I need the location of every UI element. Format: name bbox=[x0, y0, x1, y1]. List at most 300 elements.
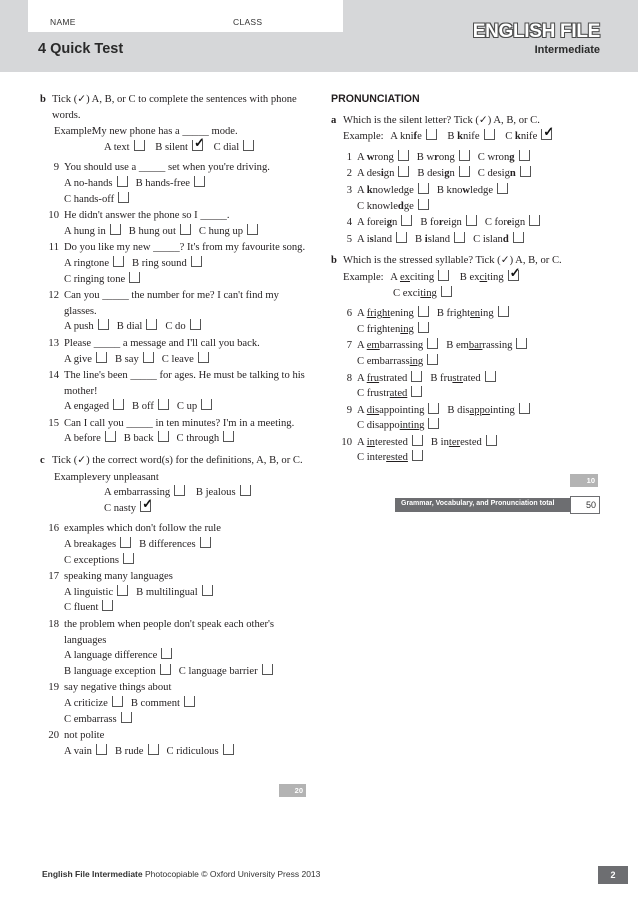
checkbox[interactable] bbox=[98, 319, 109, 330]
right-column bbox=[331, 92, 606, 467]
option-label: B hands-free bbox=[135, 177, 190, 189]
pronunciation-item bbox=[331, 215, 606, 231]
checkbox[interactable] bbox=[466, 215, 477, 226]
checkbox[interactable] bbox=[110, 224, 121, 235]
answer-option[interactable]: C embarrassing bbox=[357, 354, 598, 370]
checkbox[interactable] bbox=[134, 140, 145, 151]
answer-options bbox=[64, 352, 310, 368]
checkbox[interactable] bbox=[113, 256, 124, 267]
question-number: 17 bbox=[48, 571, 59, 583]
pron-b-example: Example: A exciting B exciting✓ C exciting bbox=[331, 270, 606, 301]
answer-option[interactable] bbox=[139, 537, 211, 553]
answer-option[interactable]: A knowledge bbox=[357, 183, 429, 199]
checkbox[interactable] bbox=[513, 232, 524, 243]
pronunciation-item bbox=[331, 166, 606, 182]
answer-options bbox=[64, 224, 310, 240]
question-number: 3 bbox=[346, 184, 352, 196]
answer-option[interactable] bbox=[64, 537, 131, 553]
checkbox[interactable] bbox=[411, 371, 422, 382]
answer-option[interactable] bbox=[64, 319, 109, 335]
answer-option[interactable] bbox=[64, 744, 107, 760]
answer-option[interactable] bbox=[136, 585, 213, 601]
option-label: A no-hands bbox=[64, 177, 113, 189]
answer-option[interactable] bbox=[129, 224, 191, 240]
checkbox[interactable] bbox=[240, 485, 251, 496]
answer-option[interactable]: A frightening bbox=[357, 306, 429, 322]
answer-option[interactable] bbox=[64, 712, 302, 728]
option-label: B say bbox=[114, 353, 139, 365]
checkbox[interactable] bbox=[190, 319, 201, 330]
section-b-example: Example: My new phone has a _____ mode. A text B silent✓ C dial bbox=[40, 124, 310, 155]
pron-b-instruction: b Which is the stressed syllable? Tick (✓) A, B, or C. bbox=[331, 255, 562, 267]
checkbox-ticked[interactable] bbox=[541, 129, 552, 140]
class-label: CLASS bbox=[233, 17, 263, 27]
checkbox[interactable] bbox=[113, 399, 124, 410]
checkbox[interactable] bbox=[412, 435, 423, 446]
option-label: A before bbox=[64, 433, 101, 445]
answer-option[interactable]: B knowledge bbox=[437, 183, 508, 199]
answer-options bbox=[64, 399, 310, 415]
page-header bbox=[0, 0, 638, 72]
checkbox[interactable] bbox=[191, 256, 202, 267]
option-word: embarrassing bbox=[366, 355, 424, 367]
question-prompt: Please _____ a message and I'll call you back. bbox=[64, 337, 260, 349]
checkbox[interactable] bbox=[223, 431, 234, 442]
option-label: B off bbox=[132, 401, 154, 413]
checkbox[interactable] bbox=[519, 150, 530, 161]
option-label: A vain bbox=[64, 745, 92, 757]
option-label: C hands-off bbox=[64, 193, 115, 205]
question-prompt: You should use a _____ set when you're driving. bbox=[64, 162, 270, 174]
option-label: B language exception bbox=[64, 665, 156, 677]
option-word: design bbox=[366, 168, 395, 180]
answer-option[interactable]: C knowledge bbox=[357, 199, 598, 215]
checkbox[interactable] bbox=[161, 648, 172, 659]
checkbox[interactable] bbox=[418, 306, 429, 317]
question-prompt: He didn't answer the phone so I _____. bbox=[64, 210, 230, 222]
checkbox[interactable] bbox=[96, 744, 107, 755]
checkbox[interactable] bbox=[102, 600, 113, 611]
answer-option[interactable]: B frightening bbox=[437, 306, 509, 322]
option-label: B differences bbox=[139, 539, 196, 551]
option-label: C up bbox=[176, 401, 198, 413]
checkbox[interactable] bbox=[418, 183, 429, 194]
answer-option[interactable] bbox=[177, 431, 235, 447]
checkbox[interactable] bbox=[105, 431, 116, 442]
checkbox[interactable] bbox=[247, 224, 258, 235]
checkbox[interactable] bbox=[427, 338, 438, 349]
option-label: C do bbox=[165, 321, 186, 333]
question-item bbox=[40, 569, 310, 616]
answer-option[interactable] bbox=[179, 664, 273, 680]
footer bbox=[42, 869, 320, 879]
footer-copyright: Photocopiable © Oxford University Press 2013 bbox=[144, 869, 321, 879]
checkbox[interactable] bbox=[459, 150, 470, 161]
checkbox[interactable] bbox=[497, 183, 508, 194]
checkbox[interactable] bbox=[486, 435, 497, 446]
answer-option[interactable] bbox=[199, 224, 258, 240]
option-word: interested bbox=[366, 452, 408, 464]
total-label: Grammar, Vocabulary, and Pronunciation total bbox=[401, 500, 555, 507]
answer-option[interactable] bbox=[132, 256, 202, 272]
checkbox[interactable] bbox=[411, 386, 422, 397]
answer-option[interactable] bbox=[131, 696, 195, 712]
checkbox[interactable] bbox=[454, 232, 465, 243]
option-word: frightening bbox=[366, 323, 414, 335]
question-prompt: Can you _____ the number for me? I can't find my glasses. bbox=[64, 290, 279, 317]
option-word: embarrassing bbox=[366, 340, 424, 352]
pron-a-items bbox=[331, 150, 606, 248]
checkbox[interactable] bbox=[438, 270, 449, 281]
question-number: 1 bbox=[346, 151, 352, 163]
option-label: B multilingual bbox=[136, 586, 198, 598]
answer-options bbox=[64, 696, 310, 727]
option-label: B hung out bbox=[128, 225, 176, 237]
section-c-score: 20 bbox=[279, 784, 306, 797]
option-word: island bbox=[482, 233, 509, 245]
option-word: disappointing bbox=[366, 420, 425, 432]
option-label: A criticize bbox=[64, 697, 108, 709]
checkbox[interactable] bbox=[459, 166, 470, 177]
answer-option[interactable] bbox=[165, 319, 200, 335]
checkbox[interactable] bbox=[262, 664, 273, 675]
checkbox[interactable] bbox=[117, 176, 128, 187]
answer-option[interactable] bbox=[64, 352, 107, 368]
name-label: NAME bbox=[50, 17, 76, 27]
answer-option[interactable]: A interested bbox=[357, 435, 423, 451]
option-word: island bbox=[366, 233, 393, 245]
option-word: disappointing bbox=[366, 404, 425, 416]
option-word: knowledge bbox=[366, 200, 414, 212]
pronunciation-heading: PRONUNCIATION bbox=[331, 93, 420, 105]
checkbox[interactable] bbox=[484, 129, 495, 140]
option-label: C ridiculous bbox=[166, 745, 219, 757]
checkbox[interactable] bbox=[96, 352, 107, 363]
pron-a-instruction: a Which is the silent letter? Tick (✓) A, B, or C. bbox=[331, 114, 540, 126]
option-word: wrong bbox=[487, 151, 515, 163]
option-word: frustrated bbox=[440, 372, 481, 384]
checkbox[interactable] bbox=[180, 224, 191, 235]
answer-option[interactable]: B design bbox=[417, 166, 469, 182]
question-number: 20 bbox=[48, 730, 59, 742]
answer-option[interactable]: B frustrated bbox=[430, 371, 495, 387]
answer-option[interactable]: B interested bbox=[431, 435, 497, 451]
answer-option[interactable] bbox=[64, 553, 302, 569]
checkbox[interactable] bbox=[158, 399, 169, 410]
option-word: frustrated bbox=[366, 388, 408, 400]
answer-option[interactable]: A disappointing bbox=[357, 403, 439, 419]
checkbox[interactable] bbox=[118, 192, 129, 203]
option-label: A language difference bbox=[64, 650, 158, 662]
question-prompt: say negative things about bbox=[64, 682, 172, 694]
option-word: design bbox=[487, 168, 516, 180]
section-c-instruction: c Tick (✓) the correct word(s) for the definitions, A, B, or C. bbox=[40, 455, 303, 467]
answer-options bbox=[64, 319, 310, 335]
question-number: 9 bbox=[53, 162, 59, 174]
checkbox[interactable] bbox=[401, 215, 412, 226]
pron-a-example: Example: A knife B knife C knife✓ bbox=[331, 129, 606, 145]
answer-options bbox=[64, 648, 310, 679]
checkbox[interactable] bbox=[398, 166, 409, 177]
section-c-example: Example: very unpleasant A embarrassing B jealous C nasty✓ bbox=[40, 470, 310, 517]
checkbox[interactable] bbox=[398, 150, 409, 161]
answer-option[interactable]: A wrong bbox=[357, 150, 409, 166]
answer-option[interactable]: A foreign bbox=[357, 215, 412, 231]
question-prompt: Do you like my new _____? It's from my favourite song. bbox=[64, 242, 306, 254]
answer-option[interactable] bbox=[64, 664, 171, 680]
answer-option[interactable]: B island bbox=[415, 232, 465, 248]
option-label: C fluent bbox=[64, 602, 99, 614]
question-number: 6 bbox=[346, 308, 352, 320]
footer-book: English File Intermediate bbox=[42, 869, 143, 879]
option-label: A hung in bbox=[64, 225, 106, 237]
option-word: foreign bbox=[430, 217, 462, 229]
answer-option[interactable] bbox=[64, 648, 302, 664]
option-label: B comment bbox=[130, 697, 180, 709]
answer-option[interactable]: A island bbox=[357, 232, 407, 248]
checkbox[interactable] bbox=[200, 537, 211, 548]
answer-option[interactable]: C disappointing bbox=[357, 418, 598, 434]
option-label: C through bbox=[176, 433, 220, 445]
question-number: 9 bbox=[346, 404, 352, 416]
checkbox[interactable] bbox=[396, 232, 407, 243]
answer-option[interactable] bbox=[64, 696, 123, 712]
answer-option[interactable]: C wrong bbox=[478, 150, 530, 166]
answer-option[interactable] bbox=[136, 176, 205, 192]
option-label: B back bbox=[123, 433, 154, 445]
option-label: C leave bbox=[161, 353, 194, 365]
answer-option[interactable]: B disappointing bbox=[447, 403, 529, 419]
checkbox[interactable] bbox=[117, 585, 128, 596]
checkbox[interactable] bbox=[427, 354, 438, 365]
question-item bbox=[40, 336, 310, 367]
answer-option[interactable] bbox=[64, 176, 128, 192]
question-number: 4 bbox=[346, 217, 352, 229]
checkbox[interactable] bbox=[160, 664, 171, 675]
pronunciation-item bbox=[331, 403, 606, 434]
answer-option[interactable] bbox=[162, 352, 209, 368]
checkbox[interactable] bbox=[223, 744, 234, 755]
option-word: interested bbox=[440, 436, 482, 448]
question-item bbox=[40, 521, 310, 568]
checkbox[interactable] bbox=[194, 176, 205, 187]
option-word: embarrassing bbox=[455, 340, 513, 352]
question-prompt: not polite bbox=[64, 730, 105, 742]
pron-b-score: 10 bbox=[570, 474, 598, 487]
option-label: C exceptions bbox=[64, 554, 120, 566]
checkbox[interactable] bbox=[120, 537, 131, 548]
section-b-items bbox=[40, 160, 310, 447]
answer-option[interactable] bbox=[115, 744, 159, 760]
option-word: frightening bbox=[446, 308, 494, 320]
question-item bbox=[40, 680, 310, 727]
answer-option[interactable]: C foreign bbox=[485, 215, 540, 231]
checkbox-ticked[interactable] bbox=[508, 270, 519, 281]
checkbox[interactable] bbox=[123, 553, 134, 564]
answer-options bbox=[64, 537, 310, 568]
answer-option[interactable]: C island bbox=[473, 232, 524, 248]
section-b-instruction: b Tick (✓) A, B, or C to complete the sentences with phone words. bbox=[40, 94, 297, 121]
answer-option[interactable]: B embarrassing bbox=[446, 338, 527, 354]
option-label: C hung up bbox=[198, 225, 244, 237]
pronunciation-item bbox=[331, 150, 606, 166]
name-class-box bbox=[28, 0, 343, 32]
checkbox[interactable] bbox=[148, 744, 159, 755]
checkbox[interactable] bbox=[143, 352, 154, 363]
checkbox[interactable] bbox=[112, 696, 123, 707]
checkbox[interactable] bbox=[441, 286, 452, 297]
checkbox[interactable] bbox=[184, 696, 195, 707]
question-number: 13 bbox=[48, 337, 59, 349]
option-word: foreign bbox=[494, 217, 526, 229]
question-number: 5 bbox=[346, 233, 352, 245]
pronunciation-item bbox=[331, 183, 606, 214]
pronunciation-item bbox=[331, 338, 606, 369]
question-number: 19 bbox=[48, 682, 59, 694]
checkbox[interactable] bbox=[428, 403, 439, 414]
pron-b-items bbox=[331, 306, 606, 466]
option-label: C ringing tone bbox=[64, 273, 126, 285]
answer-option[interactable]: C frustrated bbox=[357, 386, 598, 402]
checkbox[interactable] bbox=[243, 140, 254, 151]
checkbox[interactable] bbox=[418, 199, 429, 210]
question-number: 12 bbox=[48, 290, 59, 302]
question-number: 8 bbox=[346, 372, 352, 384]
option-label: C embarrass bbox=[64, 713, 117, 725]
checkbox-ticked[interactable] bbox=[192, 140, 203, 151]
option-label: B dial bbox=[116, 321, 143, 333]
answer-option[interactable] bbox=[64, 431, 116, 447]
answer-option[interactable] bbox=[167, 744, 234, 760]
option-word: knowledge bbox=[366, 184, 414, 196]
answer-option[interactable]: A embarrassing bbox=[357, 338, 438, 354]
pronunciation-item bbox=[331, 232, 606, 248]
left-column bbox=[40, 92, 310, 760]
answer-option[interactable] bbox=[64, 256, 124, 272]
total-score: 50 bbox=[570, 496, 600, 514]
question-prompt: Can I call you _____ in ten minutes? I'm in a meeting. bbox=[64, 417, 295, 429]
question-prompt: The line's been _____ for ages. He must be talking to his mother! bbox=[64, 370, 305, 397]
option-word: foreign bbox=[366, 217, 398, 229]
section-c-items bbox=[40, 521, 310, 759]
option-label: A ringtone bbox=[64, 257, 110, 269]
question-item bbox=[40, 208, 310, 239]
answer-option[interactable]: C interested bbox=[357, 450, 598, 466]
option-word: design bbox=[427, 168, 455, 180]
page-number: 2 bbox=[598, 866, 628, 884]
checkbox[interactable] bbox=[520, 166, 531, 177]
question-number: 10 bbox=[341, 436, 352, 448]
option-word: frustrated bbox=[366, 372, 408, 384]
checkbox[interactable] bbox=[418, 322, 429, 333]
checkbox[interactable] bbox=[529, 215, 540, 226]
checkbox[interactable] bbox=[174, 485, 185, 496]
checkbox[interactable] bbox=[121, 712, 132, 723]
question-number: 7 bbox=[346, 340, 352, 352]
checkbox[interactable] bbox=[202, 585, 213, 596]
pronunciation-item bbox=[331, 306, 606, 337]
answer-option[interactable]: A design bbox=[357, 166, 409, 182]
answer-option[interactable] bbox=[124, 431, 169, 447]
question-number: 14 bbox=[48, 370, 59, 382]
answer-option[interactable] bbox=[64, 224, 121, 240]
option-label: B rude bbox=[114, 745, 144, 757]
pronunciation-item bbox=[331, 435, 606, 466]
option-label: A breakages bbox=[64, 539, 117, 551]
question-item bbox=[40, 368, 310, 415]
answer-options bbox=[64, 585, 310, 616]
option-label: A give bbox=[64, 353, 92, 365]
question-number: 18 bbox=[48, 619, 59, 630]
brand-level: Intermediate bbox=[534, 44, 600, 56]
question-item bbox=[40, 617, 310, 679]
question-number: 2 bbox=[346, 168, 352, 180]
option-word: interested bbox=[366, 436, 408, 448]
checkbox[interactable] bbox=[516, 338, 527, 349]
answer-option[interactable] bbox=[64, 585, 128, 601]
pronunciation-item bbox=[331, 371, 606, 402]
answer-option[interactable] bbox=[64, 192, 302, 208]
answer-options bbox=[64, 256, 310, 287]
checkbox[interactable] bbox=[519, 403, 530, 414]
answer-option[interactable] bbox=[64, 600, 302, 616]
option-label: A push bbox=[64, 321, 94, 333]
question-number: 15 bbox=[48, 417, 59, 429]
answer-option[interactable]: C frightening bbox=[357, 322, 598, 338]
answer-option[interactable]: A frustrated bbox=[357, 371, 422, 387]
checkbox[interactable] bbox=[158, 431, 169, 442]
brand-logo bbox=[473, 22, 600, 56]
option-label: B ring sound bbox=[132, 257, 187, 269]
answer-options bbox=[64, 744, 310, 760]
option-word: wrong bbox=[426, 151, 455, 163]
checkbox[interactable] bbox=[129, 272, 140, 283]
checkbox[interactable] bbox=[485, 371, 496, 382]
answer-option[interactable]: B foreign bbox=[420, 215, 477, 231]
question-number: 16 bbox=[48, 523, 59, 535]
checkbox[interactable] bbox=[428, 418, 439, 429]
answer-option[interactable] bbox=[132, 399, 169, 415]
answer-option[interactable] bbox=[64, 399, 124, 415]
option-word: frightening bbox=[366, 308, 414, 320]
answer-option[interactable] bbox=[115, 352, 154, 368]
answer-option[interactable] bbox=[64, 272, 302, 288]
checkbox[interactable] bbox=[426, 129, 437, 140]
question-number: 10 bbox=[48, 210, 59, 222]
answer-option[interactable]: C design bbox=[478, 166, 531, 182]
checkbox[interactable] bbox=[146, 319, 157, 330]
checkbox[interactable] bbox=[201, 399, 212, 410]
checkbox-ticked[interactable] bbox=[140, 501, 151, 512]
question-item bbox=[40, 240, 310, 287]
page-title: 4 Quick Test bbox=[38, 41, 124, 57]
answer-option[interactable] bbox=[177, 399, 212, 415]
answer-options bbox=[64, 431, 310, 447]
checkbox[interactable] bbox=[198, 352, 209, 363]
question-prompt: examples which don't follow the rule bbox=[64, 523, 221, 535]
option-word: wrong bbox=[366, 151, 394, 163]
question-prompt: speaking many languages bbox=[64, 571, 173, 583]
answer-options bbox=[64, 176, 310, 207]
checkbox[interactable] bbox=[498, 306, 509, 317]
option-label: A engaged bbox=[64, 401, 110, 413]
option-word: knowledge bbox=[446, 184, 494, 196]
question-prompt: the problem when people don't speak each other's languages bbox=[64, 619, 275, 646]
answer-option[interactable] bbox=[117, 319, 158, 335]
answer-option[interactable]: B wrong bbox=[417, 150, 470, 166]
question-item bbox=[40, 160, 310, 207]
checkbox[interactable] bbox=[412, 450, 423, 461]
